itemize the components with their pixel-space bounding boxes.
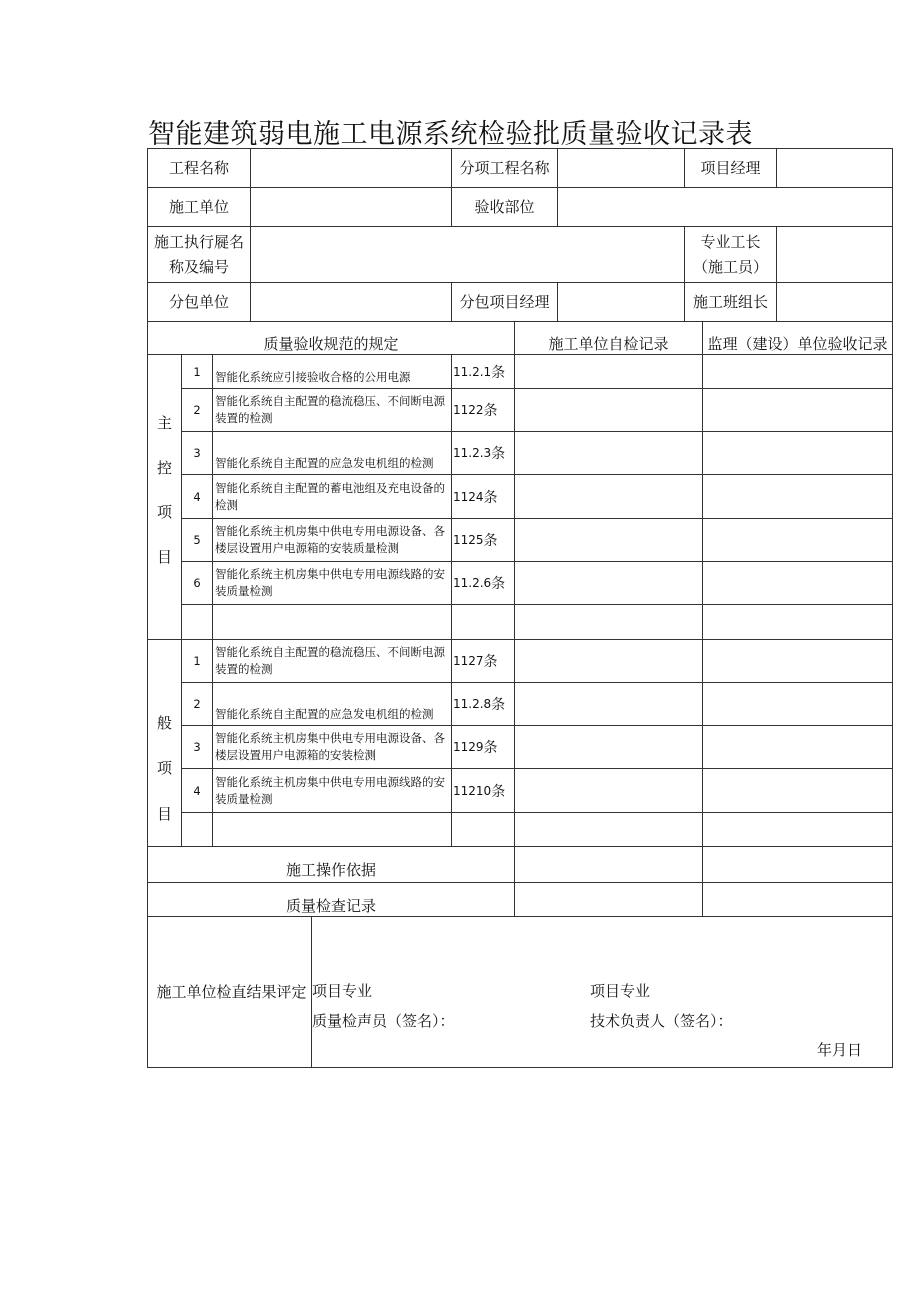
clause-number: 1129 bbox=[453, 740, 484, 754]
clause-unit: 条 bbox=[483, 489, 498, 506]
acceptance-part-field[interactable] bbox=[557, 187, 893, 227]
team-leader-field[interactable] bbox=[776, 282, 893, 322]
row-self-check-cell[interactable] bbox=[514, 682, 703, 726]
empty-row-cell[interactable] bbox=[181, 604, 213, 640]
row-self-check-cell[interactable] bbox=[514, 388, 703, 432]
row-number: 4 bbox=[181, 474, 213, 519]
row-supervision-cell[interactable] bbox=[702, 388, 893, 432]
row-supervision-cell[interactable] bbox=[702, 561, 893, 605]
standard-label-line2: 称及编号 bbox=[168, 257, 229, 276]
project-name-label: 工程名称 bbox=[147, 148, 251, 188]
row-requirement-text: 智能化系统主机房集中供电专用电源设备、各楼层设置用户电源箱的安装检测 bbox=[212, 725, 452, 769]
row-requirement-text: 智能化系统应引接验收合格的公用电源 bbox=[212, 354, 452, 389]
row-supervision-cell[interactable] bbox=[702, 725, 893, 769]
clause-number: 1122 bbox=[453, 403, 484, 417]
row-number: 6 bbox=[181, 561, 213, 605]
row-supervision-cell[interactable] bbox=[702, 474, 893, 519]
row-self-check-cell[interactable] bbox=[514, 768, 703, 813]
empty-row-cell[interactable] bbox=[212, 604, 452, 640]
row-number: 2 bbox=[181, 682, 213, 726]
clause-unit: 条 bbox=[491, 364, 506, 381]
row-requirement-text: 智能化系统自主配置的稳流稳压、不间断电源装置的检测 bbox=[212, 639, 452, 683]
record-label: 质量检查记录 bbox=[147, 882, 515, 917]
empty-row-cell[interactable] bbox=[451, 812, 515, 847]
subcontract-manager-field[interactable] bbox=[557, 282, 685, 322]
sub-project-label: 分项工程名称 bbox=[451, 148, 558, 188]
row-supervision-cell[interactable] bbox=[702, 431, 893, 475]
tech-lead-line2: 技术负责人（签名）： bbox=[590, 1012, 733, 1030]
main-control-char: 项 bbox=[156, 503, 172, 522]
clause-unit: 条 bbox=[483, 533, 498, 549]
general-char: 目 bbox=[156, 804, 172, 823]
foreman-field[interactable] bbox=[776, 226, 893, 283]
construction-unit-field[interactable] bbox=[250, 187, 452, 227]
row-clause-ref bbox=[451, 354, 515, 389]
clause-unit: 条 bbox=[483, 654, 498, 670]
row-clause-ref bbox=[451, 474, 515, 519]
basis-supervision[interactable] bbox=[702, 846, 893, 883]
row-self-check-cell[interactable] bbox=[514, 561, 703, 605]
main-control-char: 控 bbox=[156, 458, 172, 477]
row-self-check-cell[interactable] bbox=[514, 354, 703, 389]
row-requirement-text: 智能化系统自主配置的应急发电机组的检测 bbox=[212, 431, 452, 475]
spec-column-header: 质量验收规范的规定 bbox=[147, 321, 515, 355]
row-self-check-cell[interactable] bbox=[514, 474, 703, 519]
tech-lead-line1: 项目专业 bbox=[590, 982, 651, 1000]
clause-unit: 条 bbox=[491, 446, 506, 462]
empty-row-cell[interactable] bbox=[451, 604, 515, 640]
clause-number: 11.2.3 bbox=[453, 446, 492, 460]
empty-row-cell[interactable] bbox=[212, 812, 452, 847]
row-supervision-cell[interactable] bbox=[702, 768, 893, 813]
foreman-label bbox=[684, 226, 777, 283]
row-clause-ref bbox=[451, 682, 515, 726]
row-supervision-cell[interactable] bbox=[702, 639, 893, 683]
team-leader-label: 施工班组长 bbox=[684, 282, 777, 322]
row-clause-ref bbox=[451, 768, 515, 813]
subcontract-unit-label: 分包单位 bbox=[147, 282, 251, 322]
row-requirement-text: 智能化系统主机房集中供电专用电源线路的安装质量检测 bbox=[212, 561, 452, 605]
foreman-label-line2: （施工员） bbox=[692, 257, 768, 276]
clause-number: 1127 bbox=[453, 654, 484, 668]
basis-label: 施工操作依据 bbox=[147, 846, 515, 883]
row-number: 1 bbox=[181, 639, 213, 683]
clause-unit: 条 bbox=[491, 783, 506, 800]
clause-unit: 条 bbox=[491, 697, 506, 713]
main-control-label bbox=[147, 354, 182, 640]
row-number: 3 bbox=[181, 725, 213, 769]
main-control-char: 主 bbox=[156, 413, 172, 432]
empty-row-cell[interactable] bbox=[181, 812, 213, 847]
row-supervision-cell[interactable] bbox=[702, 682, 893, 726]
clause-number: 1125 bbox=[453, 533, 484, 547]
record-self-check[interactable] bbox=[514, 882, 703, 917]
standard-label bbox=[147, 226, 251, 283]
subcontract-manager-label: 分包项目经理 bbox=[451, 282, 558, 322]
clause-number: 11210 bbox=[453, 783, 492, 798]
acceptance-part-label: 验收部位 bbox=[451, 187, 558, 227]
row-clause-ref bbox=[451, 561, 515, 605]
sub-project-field[interactable] bbox=[557, 148, 685, 188]
row-supervision-cell[interactable] bbox=[702, 518, 893, 562]
inspector-line1: 项目专业 bbox=[312, 982, 373, 1000]
clause-number: 1124 bbox=[453, 489, 484, 504]
project-manager-field[interactable] bbox=[776, 148, 893, 188]
foreman-label-line1: 专业工长 bbox=[700, 232, 761, 251]
row-self-check-cell[interactable] bbox=[514, 518, 703, 562]
clause-unit: 条 bbox=[483, 740, 498, 756]
project-name-field[interactable] bbox=[250, 148, 452, 188]
row-supervision-cell[interactable] bbox=[702, 354, 893, 389]
row-requirement-text: 智能化系统自主配置的稳流稳压、不间断电源装置的检测 bbox=[212, 388, 452, 432]
clause-unit: 条 bbox=[491, 576, 506, 592]
self-check-column-header: 施工单位自检记录 bbox=[514, 321, 703, 355]
clause-number: 11.2.8 bbox=[453, 697, 492, 711]
construction-unit-label: 施工单位 bbox=[147, 187, 251, 227]
row-clause-ref bbox=[451, 388, 515, 432]
general-char: 项 bbox=[156, 759, 172, 778]
project-manager-label: 项目经理 bbox=[684, 148, 777, 188]
row-clause-ref bbox=[451, 518, 515, 562]
row-requirement-text: 智能化系统主机房集中供电专用电源线路的安装质量检测 bbox=[212, 768, 452, 813]
main-control-char: 目 bbox=[156, 548, 172, 567]
general-char: 般 bbox=[156, 714, 172, 733]
row-clause-ref bbox=[451, 639, 515, 683]
general-label bbox=[147, 639, 182, 847]
inspector-line2: 质量检声员（签名）： bbox=[312, 1012, 455, 1030]
row-clause-ref bbox=[451, 431, 515, 475]
row-requirement-text: 智能化系统自主配置的蓄电池组及充电设备的检测 bbox=[212, 474, 452, 519]
row-self-check-cell[interactable] bbox=[514, 431, 703, 475]
standard-label-line1: 施工执行屣名 bbox=[153, 232, 244, 251]
row-requirement-text: 智能化系统主机房集中供电专用电源设备、各楼层设置用户电源箱的安装质量检测 bbox=[212, 518, 452, 562]
clause-unit: 条 bbox=[483, 403, 498, 419]
empty-row-cell[interactable] bbox=[702, 604, 893, 640]
supervision-column-header: 监理（建设）单位验收记录 bbox=[702, 321, 893, 355]
row-self-check-cell[interactable] bbox=[514, 639, 703, 683]
clause-number: 11.2.6 bbox=[453, 576, 492, 590]
empty-row-cell[interactable] bbox=[514, 604, 703, 640]
page-title: 智能建筑弱电施工电源系统检验批质量验收记录表 bbox=[148, 119, 753, 150]
basis-self-check[interactable] bbox=[514, 846, 703, 883]
row-number: 4 bbox=[181, 768, 213, 813]
empty-row-cell[interactable] bbox=[702, 812, 893, 847]
row-number: 1 bbox=[181, 354, 213, 389]
row-requirement-text: 智能化系统自主配置的应急发电机组的检测 bbox=[212, 682, 452, 726]
standard-field[interactable] bbox=[250, 226, 685, 283]
row-number: 2 bbox=[181, 388, 213, 432]
empty-row-cell[interactable] bbox=[514, 812, 703, 847]
row-number: 5 bbox=[181, 518, 213, 562]
subcontract-unit-field[interactable] bbox=[250, 282, 452, 322]
record-supervision[interactable] bbox=[702, 882, 893, 917]
date-label: 年月日 bbox=[817, 1041, 863, 1059]
row-number: 3 bbox=[181, 431, 213, 475]
clause-number: 11.2.1 bbox=[453, 364, 492, 379]
row-self-check-cell[interactable] bbox=[514, 725, 703, 769]
evaluation-label: 施工单位检直结果评定 bbox=[147, 916, 312, 1068]
row-clause-ref bbox=[451, 725, 515, 769]
